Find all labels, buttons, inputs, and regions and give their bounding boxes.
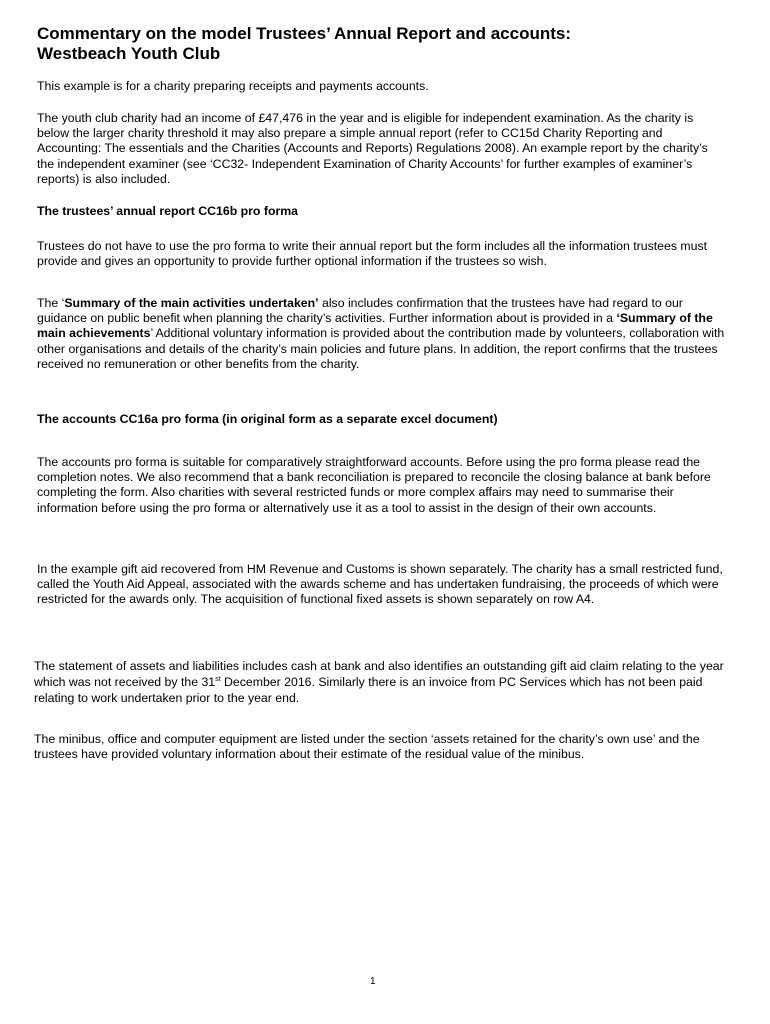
- trustees-report-heading: The trustees’ annual report CC16b pro forma: [37, 204, 299, 218]
- proforma-paragraph: Trustees do not have to use the pro forma to write their annual report but the form includes all the information trustees must provide and gives an opportunity to provide further optional information if the trustees so wish.: [37, 239, 708, 269]
- accounts-paragraph: The accounts pro forma is suitable for comparatively straightforward accounts. Before using the pro forma please read the completion notes. We also recommend that a bank reconciliation is prepared to reconcile the closing balance at bank before completing the form. Also charities with several restricted funds or more complex affairs may need to summarise their information before using the pro forma or alternatively use it as a tool to assist in the design of their own accounts.: [37, 455, 711, 515]
- giftaid-paragraph: In the example gift aid recovered from HM Revenue and Customs is shown separately. The charity has a small restricted fund, called the Youth Aid Appeal, associated with the awards scheme and has undertaken fundraising, the proceeds of which were restricted for the awards only. The acquisition of functional fixed assets is shown separately on row A4.: [37, 562, 723, 607]
- statement-paragraph: The statement of assets and liabilities includes cash at bank and also identifies an outstanding gift aid claim relating to the year which was not received by the 31st December 2016. Similarly there is an invoice from PC Services which has not been paid relating to work undertaken prior to the year end.: [34, 659, 724, 705]
- title-line-1: Commentary on the model Trustees’ Annual Report and accounts:: [37, 24, 572, 43]
- page-title: [37, 24, 737, 64]
- accounts-heading: The accounts CC16a pro forma (in original form as a separate excel document): [37, 412, 498, 426]
- summary-bold-1: Summary of the main activities undertaken’: [64, 296, 319, 310]
- page-number: 1: [370, 976, 376, 987]
- title-line-2: Westbeach Youth Club: [37, 44, 221, 63]
- summary-paragraph: The ‘Summary of the main activities undertaken’ also includes confirmation that the trustees have had regard to our guidance on public benefit when planning the charity’s activities. Further information about is provided in a ‘Summary of the main achievements’ Additional voluntary information is provided about the contribution made by volunteers, collaboration with other organisations and details of the charity’s main policies and future plans. In addition, the report confirms that the trustees received no remuneration or other benefits from the charity.: [37, 296, 725, 371]
- summary-bold-2: ‘Summary of the main achievements: [37, 311, 713, 341]
- minibus-paragraph: The minibus, office and computer equipment are listed under the section ‘assets retained for the charity’s own use’ and the trustees have provided voluntary information about their estimate of the residual value of the minibus.: [34, 732, 700, 762]
- intro-paragraph: This example is for a charity preparing receipts and payments accounts.: [37, 79, 429, 93]
- income-paragraph: The youth club charity had an income of £47,476 in the year and is eligible for independent examination. As the charity is below the larger charity threshold it may also prepare a simple annual report (refer to CC15d Charity Reporting and Accounting: The essentials and the Charities (Accounts and Reports) Regulations 2008). An example report by the charity’s the independent examiner (see ‘CC32- Independent Examination of Charity Accounts’ for further examples of examiner’s reports) is also included.: [37, 111, 708, 186]
